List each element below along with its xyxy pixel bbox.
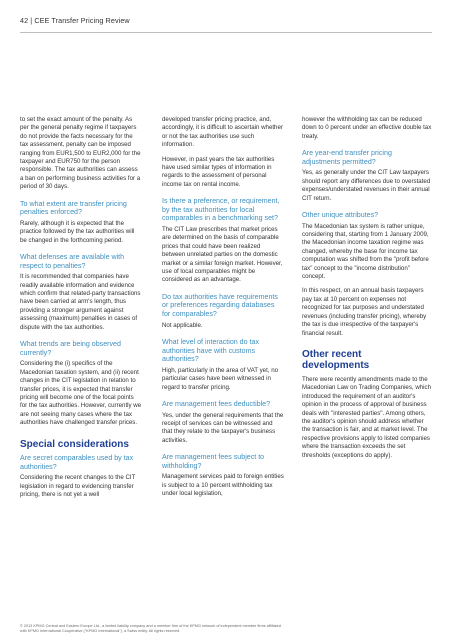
header-divider: [20, 32, 432, 33]
question-heading: What level of interaction do tax authorities have with customs authorities?: [162, 338, 259, 364]
question-heading: Are management fees deductible?: [162, 400, 271, 409]
footer-line: with KPMG International Cooperative ("KPMG International"), a Swiss entity. All rights reserved.: [20, 628, 181, 633]
paragraph: Rarely, although it is expected that the practice followed by the tax authorities will be changed in the forthcoming period.: [20, 219, 135, 244]
question-heading: What defenses are available with respect to penalties?: [20, 253, 125, 270]
paragraph: The Macedonian tax system is rather unique, considering that, starting from 1 January 2009, the Macedonian income taxation regime was changed, whereby the base for income tax computation was shifted from the "profit before tax" concept to the "income distribution" concept.: [302, 222, 429, 281]
column-2: [162, 116, 284, 505]
question-heading: Other unique attributes?: [302, 211, 379, 220]
question-heading: Is there a preference, or requirement, by the tax authorities for local comparables in a benchmarking set?: [162, 197, 280, 223]
page-header: 42 | CEE Transfer Pricing Review: [20, 16, 130, 25]
column-1: [20, 116, 142, 505]
question-heading: Are year-end transfer pricing adjustments permitted?: [302, 149, 392, 166]
paragraph: The CIT Law prescribes that market prices are determined on the basis of comparable prices that could have been realized between unrelated parties on the domestic market or a similar foreign market. However, use of local comparables might be considered as an advantage.: [162, 226, 283, 284]
paragraph: Not applicable.: [162, 321, 203, 329]
paragraph: to set the exact amount of the penalty. As per the general penalty regime if taxpayers do not provide the facts necessary for the tax assessment, penalty can be imposed ranging from EUR1,500 to EUR2,000 for the taxpayer and EUR750 for the person responsible. The tax authorities can assess a ban on performing business activities for a period of 30 days.: [20, 116, 141, 191]
footer-line: © 2013 KPMG Central and Eastern Europe Ltd., a limited liability company and a member firm of the KPMG network of independent member firms affiliated: [20, 624, 281, 628]
paragraph: Considering the (i) specifics of the Macedonian taxation system, and (ii) recent changes in the CIT legislation in relation to transfer prices, it is expected that transfer pricing will become one of the focal points for the tax authorities. However, currently we are not seeing many cases where the tax authorities have challenged transfer prices.: [20, 360, 142, 427]
paragraph: It is recommended that companies have readily available information and evidence which confirm that related-party transactions have been carried at arm's length, thus providing a stronger argument against assessing (maximum) penalties in cases of dispute with the tax authorities.: [20, 273, 141, 331]
paragraph: High, particularly in the area of VAT yet, no particular cases have been witnessed in regard to transfer pricing.: [162, 366, 279, 391]
question-heading: What trends are being observed currently?: [20, 340, 121, 357]
question-heading: Are secret comparables used by tax authorities?: [20, 454, 134, 471]
section-heading: Special considerations: [20, 438, 129, 450]
paragraph: Considering the recent changes to the CIT legislation in regard to evidencing transfer pricing, there is not yet a well: [20, 474, 136, 499]
paragraph: Yes, under the general requirements that the receipt of services can be witnessed and that they relate to the taxpayer's business activities.: [162, 411, 284, 444]
section-heading: Other recent developments: [302, 348, 370, 372]
paragraph: However, in past years the tax authorities have used similar types of information in regards to the assessment of personal income tax on rental income.: [162, 155, 275, 188]
question-heading: Are management fees subject to withholding?: [162, 453, 265, 470]
paragraph: In this respect, on an annual basis taxpayers pay tax at 10 percent on expenses not recognized for tax purposes and understated revenues (including transfer pricing), whereby the tax is due irrespective of the taxpayer's financial result.: [302, 287, 427, 337]
column-3: [302, 116, 432, 466]
paragraph: developed transfer pricing practice, and, accordingly, it is difficult to ascertain whether or not the tax authorities use such information.: [162, 116, 283, 149]
paragraph: Management services paid to foreign entities is subject to a 10 percent withholding tax under local legislation,: [162, 473, 284, 498]
question-heading: Do tax authorities have requirements or preferences regarding databases for comparables?: [162, 292, 278, 319]
paragraph: There were recently amendments made to the Macedonian Law on Trading Companies, which introduced the requirement of an auditor's opinion in the process of approval of business deals with "interested parties". Among others, the auditor's opinion should address whether the transaction is fair, and at market level. The respective provisions apply to listed companies where the transaction exceeds the set thresholds (exceptions do apply).: [302, 375, 432, 459]
paragraph: Yes, as generally under the CIT Law taxpayers should report any differences due to overstated expenses/understated revenues in their annual CIT return.: [302, 169, 431, 202]
question-heading: To what extent are transfer pricing penalties enforced?: [20, 199, 127, 217]
paragraph: however the withholding tax can be reduced down to 0 percent under an effective double tax treaty.: [302, 116, 432, 140]
copyright-footer: [20, 624, 432, 634]
